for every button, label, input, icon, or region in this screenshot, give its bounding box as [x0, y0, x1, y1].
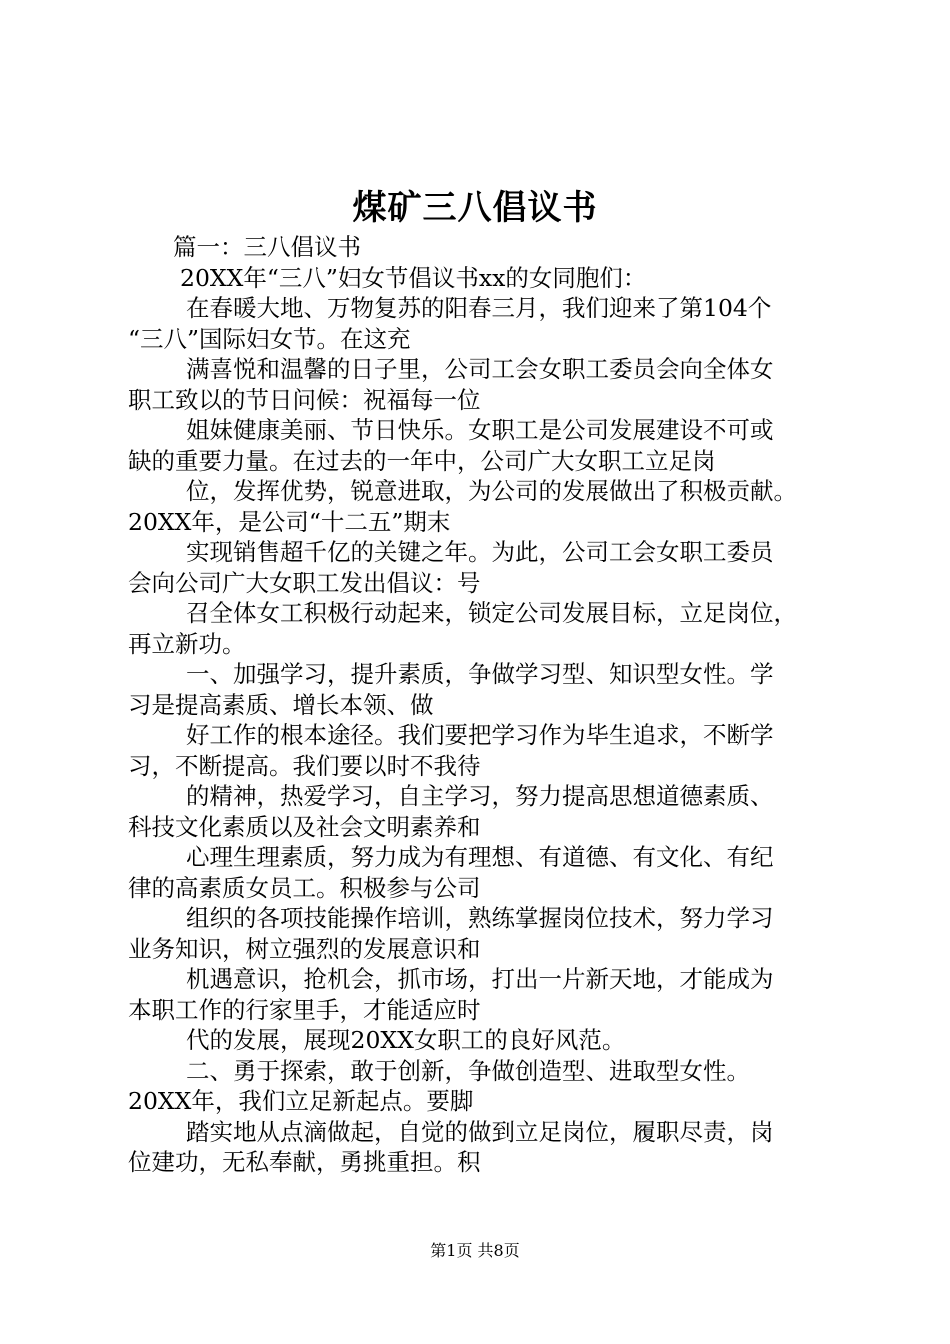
text-line: 机遇意识，抢机会，抓市场，打出一片新天地，才能成为 [186, 965, 774, 993]
text-line: 本职工作的行家里手，才能适应时 [128, 995, 481, 1024]
document-title: 煤矿三八倡议书 [352, 188, 598, 228]
text-line: 好工作的根本途径。我们要把学习作为毕生追求，不断学 [186, 721, 774, 749]
text-line: 习，不断提高。我们要以时不我待 [128, 751, 481, 780]
document-body [128, 232, 840, 1178]
text-line: 科技文化素质以及社会文明素养和 [128, 812, 481, 841]
text-line: 业务知识，树立强烈的发展意识和 [128, 934, 481, 963]
text-line: 一、加强学习，提升素质，争做学习型、知识型女性。学 [186, 660, 774, 688]
text-line: 篇一：三八倡议书 [173, 233, 361, 261]
text-line: 会向公司广大女职工发出倡议：号 [128, 568, 481, 597]
text-line: 再立新功。 [128, 629, 246, 658]
text-line: 的精神，热爱学习，自主学习，努力提高思想道德素质、 [186, 782, 774, 810]
text-line: 20XX年，是公司“十二五”期末 [128, 507, 451, 536]
text-line: 踏实地从点滴做起，自觉的做到立足岗位，履职尽责，岗 [186, 1117, 774, 1146]
page-footer: 第1页 共8页 [430, 1241, 520, 1260]
text-line: 代的发展，展现20XX女职工的良好风范。 [186, 1026, 626, 1054]
text-line: 20XX年，我们立足新起点。要脚 [128, 1087, 474, 1115]
text-line: 姐妹健康美丽、节日快乐。女职工是公司发展建设不可或 [186, 416, 774, 444]
text-line: 心理生理素质，努力成为有理想、有道德、有文化、有纪 [186, 843, 774, 871]
text-line: 律的高素质女员工。积极参与公司 [128, 873, 481, 902]
text-line: 职工致以的节日问候：祝福每一位 [128, 385, 481, 414]
text-line: 二、勇于探索，敢于创新，争做创造型、进取型女性。 [186, 1056, 750, 1085]
text-line: 召全体女工积极行动起来，锁定公司发展目标，立足岗位， [186, 599, 797, 627]
text-line: 实现销售超千亿的关键之年。为此，公司工会女职工委员 [186, 538, 774, 566]
text-line: 满喜悦和温馨的日子里，公司工会女职工委员会向全体女 [186, 355, 774, 383]
text-line: 在春暖大地、万物复苏的阳春三月，我们迎来了第104个 [186, 294, 772, 322]
text-line: “三八”国际妇女节。在这充 [128, 324, 411, 353]
text-line: 位，发挥优势，锐意进取，为公司的发展做出了积极贡献。 [186, 477, 797, 505]
text-line: 缺的重要力量。在过去的一年中，公司广大女职工立足岗 [128, 446, 716, 475]
text-line: 习是提高素质、增长本领、做 [128, 690, 434, 719]
text-line: 20XX年“三八”妇女节倡议书xx的女同胞们： [180, 263, 647, 292]
text-line: 位建功，无私奉献，勇挑重担。积 [128, 1148, 481, 1176]
text-line: 组织的各项技能操作培训，熟练掌握岗位技术，努力学习 [186, 904, 774, 932]
